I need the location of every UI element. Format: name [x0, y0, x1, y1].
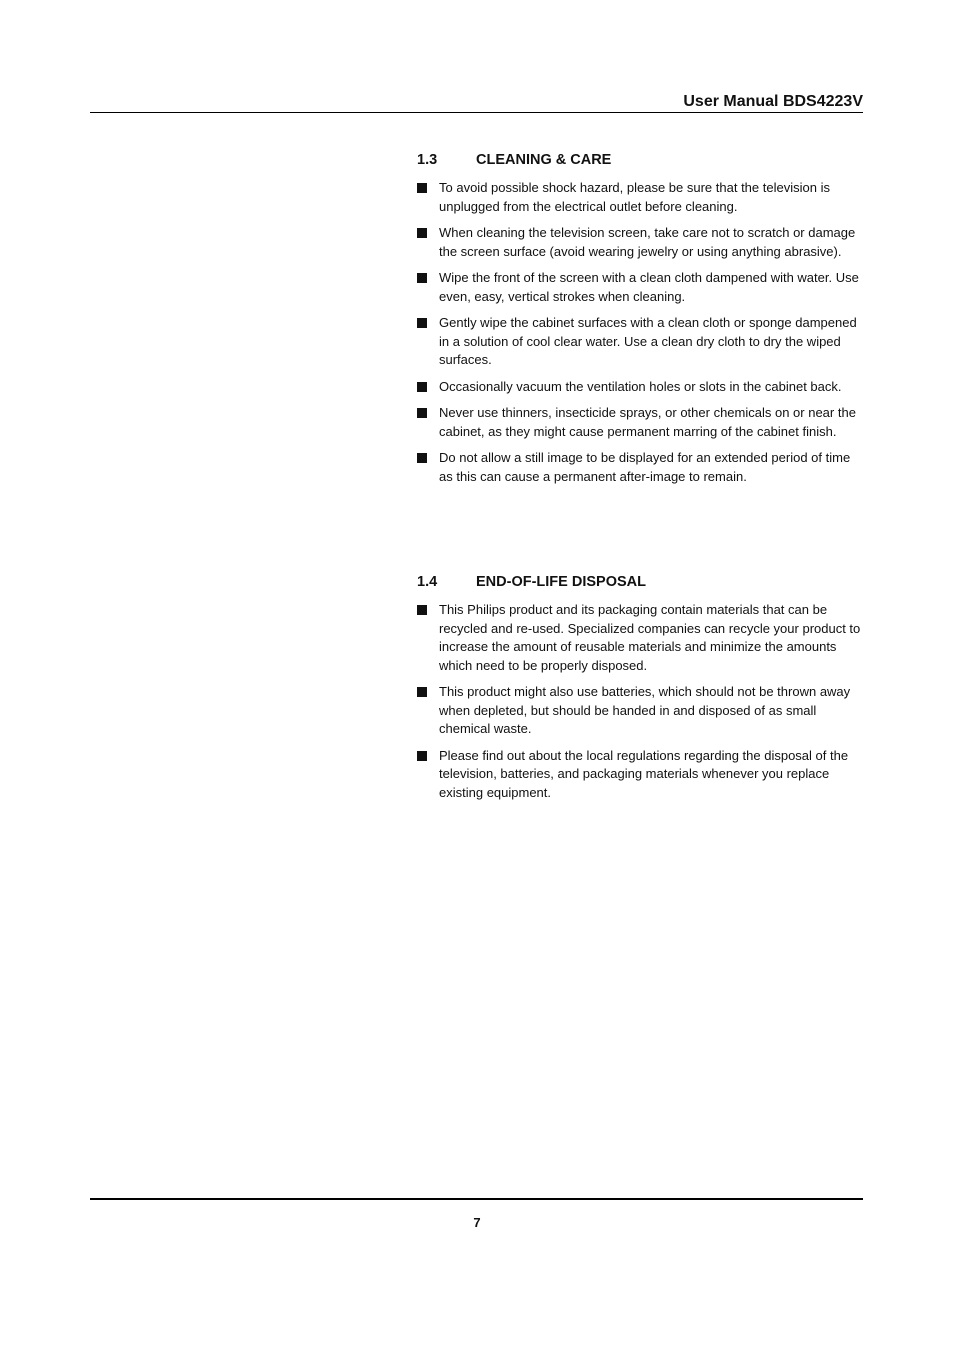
list-item	[417, 179, 863, 216]
square-bullet-icon	[417, 228, 427, 238]
list-item	[417, 449, 863, 486]
list-item	[417, 314, 863, 370]
list-item	[417, 224, 863, 261]
section-number: 1.3	[417, 152, 438, 168]
square-bullet-icon	[417, 408, 427, 418]
list-item-text: Occasionally vacuum the ventilation holes or slots in the cabinet back.	[439, 378, 842, 394]
section-title: CLEANING & CARE	[476, 152, 612, 168]
list-item	[417, 269, 863, 306]
list-item	[417, 683, 863, 739]
document-header-title: User Manual BDS4223V	[683, 93, 863, 110]
square-bullet-icon	[417, 318, 427, 328]
square-bullet-icon	[417, 273, 427, 283]
section-number: 1.4	[417, 574, 438, 590]
square-bullet-icon	[417, 605, 427, 615]
bullet-list	[417, 179, 863, 486]
page-number: 7	[473, 1215, 481, 1230]
list-item-text: Gently wipe the cabinet surfaces with a clean cloth or sponge dampened in a solution of cool clear water. Use a clean dry cloth to dry the wiped surfaces.	[439, 315, 857, 367]
square-bullet-icon	[417, 382, 427, 392]
list-item-text: Never use thinners, insecticide sprays, or other chemicals on or near the cabinet, as they might cause permanent marring of the cabinet finish.	[439, 405, 856, 439]
list-item	[417, 378, 863, 397]
list-item-text: To avoid possible shock hazard, please be sure that the television is unplugged from the electrical outlet before cleaning.	[439, 180, 830, 214]
section-heading	[417, 150, 863, 170]
section-end-of-life-disposal	[417, 572, 863, 802]
list-item	[417, 747, 863, 803]
section-heading	[417, 572, 863, 592]
list-item-text: Please find out about the local regulations regarding the disposal of the television, batteries, and packaging materials whenever you replace existing equipment.	[439, 747, 849, 800]
bullet-list	[417, 601, 863, 802]
content-column	[417, 150, 863, 494]
list-item	[417, 601, 863, 675]
list-item-text: This Philips product and its packaging contain materials that can be recycled and re-used. Specialized companies can recycle your product to increase the amount of reusable materials and minimize the amounts which need to be properly disposed.	[439, 602, 861, 673]
section-cleaning-care	[417, 150, 863, 486]
square-bullet-icon	[417, 687, 427, 697]
content-column-disposal	[417, 572, 863, 810]
list-item-text: This product might also use batteries, which should not be thrown away when depleted, but should be handed in and disposed of as small chemical waste.	[439, 684, 851, 736]
list-item-text: Wipe the front of the screen with a clean cloth dampened with water. Use even, easy, vertical strokes when cleaning.	[439, 270, 859, 304]
footer-divider	[90, 1198, 863, 1200]
list-item	[417, 404, 863, 441]
list-item-text: Do not allow a still image to be displayed for an extended period of time as this can cause a permanent after-image to remain.	[439, 450, 851, 484]
square-bullet-icon	[417, 183, 427, 193]
square-bullet-icon	[417, 453, 427, 463]
header-divider	[90, 112, 863, 113]
section-title: END-OF-LIFE DISPOSAL	[476, 574, 646, 590]
list-item-text: When cleaning the television screen, take care not to scratch or damage the screen surface (avoid wearing jewelry or using anything abrasive).	[439, 225, 856, 259]
square-bullet-icon	[417, 751, 427, 761]
